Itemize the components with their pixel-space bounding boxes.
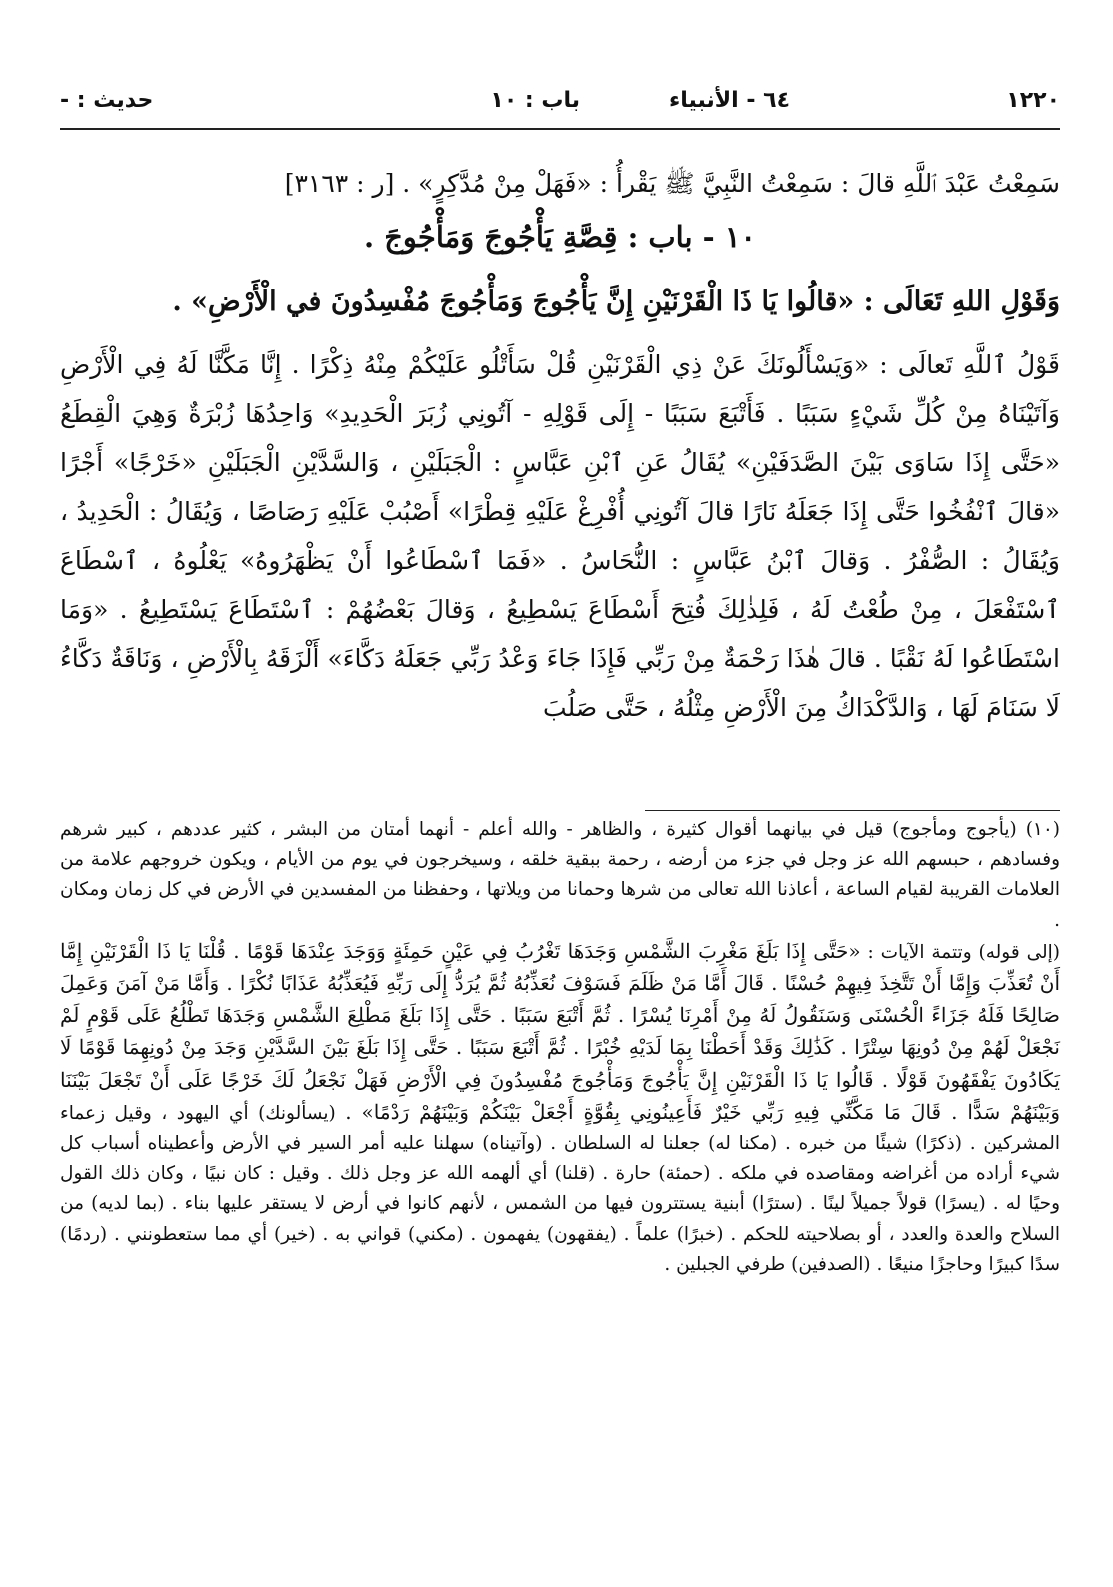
hadith-closing-line: سَمِعْتُ عَبْدَ ٱللَّهِ قالَ : سَمِعْتُ النَّبِيَّ ﷺ يَقْرأُ : «فَهَلْ مِنْ مُدَّكِرٍ» . [ر : ٣١٦٣] [284, 169, 1060, 198]
footnotes [60, 815, 1060, 1280]
footnote-rule [645, 810, 1060, 811]
verse-heading: وَقَوْلِ اللهِ تَعَالَى : «قالُوا يَا ذَا الْقَرْنَيْنِ إِنَّ يَأْجُوجَ وَمَأْجُوجَ مُفْسِدُونَ في الْأَرْضِ» . [172, 286, 1060, 317]
main-body-paragraph: قَوْلُ ٱللَّهِ تَعالَى : «وَيَسْأَلُونَكَ عَنْ ذِي الْقَرْنَيْنِ قُلْ سَأَتْلُو عَلَيْكُمْ مِنْهُ ذِكْرًا . إِنَّا مَكَّنَّا لَهُ فِي الْأَرْضِ وَآتَيْنَاهُ مِنْ كُلِّ شَيْءٍ سَبَبًا . فَأَتْبَعَ سَبَبًا - إِلَى قَوْلِهِ - آتُونِي زُبَرَ الْحَدِيدِ» وَاحِدُهَا زُبْرَةٌ وَهِيَ الْقِطَعُ «حَتَّى إِذَا سَاوَى بَيْنَ الصَّدَفَيْنِ» يُقَالُ عَنِ ٱبْنِ عَبَّاسٍ : الْجَبَلَيْنِ ، وَالسَّدَّيْنِ الْجَبَلَيْنِ «خَرْجًا» أَجْرًا «قالَ ٱنْفُخُوا حَتَّى إِذَا جَعَلَهُ نَارًا قالَ آتُونِي أُفْرِغْ عَلَيْهِ قِطْرًا» أَصْبُبْ عَلَيْهِ رَصَاصًا ، وَيُقَالُ : الْحَدِيدُ ، وَيُقَالُ : الصُّفْرُ . وَقالَ ٱبْنُ عَبَّاسٍ : النُّحَاسُ . «فَمَا ٱسْطَاعُوا أَنْ يَظْهَرُوهُ» يَعْلُوهُ ، ٱسْطَاعَ ٱسْتَفْعَلَ ، مِنْ طُعْتُ لَهُ ، فَلِذٰلِكَ فُتِحَ أَسْطَاعَ يَسْطِيعُ ، وَقالَ بَعْضُهُمْ : ٱسْتَطَاعَ يَسْتَطِيعُ . «وَمَا اسْتَطَاعُوا لَهُ نَقْبًا . قالَ هٰذَا رَحْمَةٌ مِنْ رَبِّي فَإِذَا جَاءَ وَعْدُ رَبِّي جَعَلَهُ دَكَّاءَ» أَلْزَقَهُ بِالْأَرْضِ ، وَنَاقَةٌ دَكَّاءُ لَا سَنَامَ لَهَا ، وَالدَّكْدَاكُ مِنَ الْأَرْضِ مِثْلُهُ ، حَتَّى صَلُبَ [60, 350, 1060, 722]
header-rule [60, 128, 1060, 130]
footnote-2-commentary: (يسألونك) أي اليهود ، وقيل زعماء المشركين . (ذكرًا) شيئًا من خبره . (مكنا له) جعلنا له السلطان . (وآتيناه) سهلنا عليه أمر السير في الأرض وأعطيناه أسباب كل شيء أراده من أغراضه ومقاصده في ملكه . (حمئة) حارة . (قلنا) أي ألهمه الله عز وجل ذلك . وقيل : كان نبيًا ، وكان ذلك القول وحيًا له . (يسرًا) قولاً جميلاً لينًا . (سترًا) أبنية يستترون فيها من الشمس ، لأنهم كانوا في أرض لا يستقر عليها بناء . (بما لديه) من السلاح والعدة والعدد ، أو بصلاحيته للحكم . (خبرًا) علماً . (يفقهون) يفهمون . (مكني) قواني به . (خير) أي مما ستعطونني . (ردمًا) سدًا كبيرًا وحاجزًا منيعًا . (الصدفين) طرفي الجبلين . [60, 1102, 1060, 1275]
main-body [60, 340, 1060, 732]
page-number: ١٢٢٠ [1006, 88, 1060, 113]
hadith-number: حديث : - [60, 88, 154, 113]
book-title: ٦٤ - الأنبياء [669, 88, 790, 113]
footnote-2-verses: «حَتَّى إِذَا بَلَغَ مَغْرِبَ الشَّمْسِ وَجَدَهَا تَغْرُبُ فِي عَيْنٍ حَمِئَةٍ وَوَجَدَ عِنْدَهَا قَوْمًا . قُلْنَا يَا ذَا الْقَرْنَيْنِ إِمَّا أَنْ تُعَذِّبَ وَإِمَّا أَنْ تَتَّخِذَ فِيهِمْ حُسْنًا . قَالَ أَمَّا مَنْ ظَلَمَ فَسَوْفَ نُعَذِّبُهُ ثُمَّ يُرَدُّ إِلَى رَبِّهِ فَيُعَذِّبُهُ عَذَابًا نُكْرًا . وَأَمَّا مَنْ آمَنَ وَعَمِلَ صَالِحًا فَلَهُ جَزَاءً الْحُسْنَى وَسَنَقُولُ لَهُ مِنْ أَمْرِنَا يُسْرًا . ثُمَّ أَتْبَعَ سَبَبًا . حَتَّى إِذَا بَلَغَ مَطْلِعَ الشَّمْسِ وَجَدَهَا تَطْلُعُ عَلَى قَوْمٍ لَمْ نَجْعَلْ لَهُمْ مِنْ دُونِهَا سِتْرًا . كَذَٰلِكَ وَقَدْ أَحَطْنَا بِمَا لَدَيْهِ خُبْرًا . ثُمَّ أَتْبَعَ سَبَبًا . حَتَّى إِذَا بَلَغَ بَيْنَ السَّدَّيْنِ وَجَدَ مِنْ دُونِهِمَا قَوْمًا لَا يَكَادُونَ يَفْقَهُونَ قَوْلًا . قَالُوا يَا ذَا الْقَرْنَيْنِ إِنَّ يَأْجُوجَ وَمَأْجُوجَ مُفْسِدُونَ فِي الْأَرْضِ فَهَلْ نَجْعَلُ لَكَ خَرْجًا عَلَى أَنْ تَجْعَلَ بَيْنَنَا وَبَيْنَهُمْ سَدًّا . قَالَ مَا مَكَّنِّي فِيهِ رَبِّي خَيْرٌ فَأَعِينُونِي بِقُوَّةٍ أَجْعَلْ بَيْنَكُمْ وَبَيْنَهُمْ رَدْمًا» . [60, 938, 1060, 1124]
page-header [60, 88, 1060, 122]
bab-number: باب : ١٠ [490, 88, 580, 113]
footnote-1: (١٠) (يأجوج ومأجوج) قيل في بيانهما أقوال كثيرة ، والظاهر - والله أعلم - أنهما أمتان من البشر ، كثير عددهم ، كبير شرهم وفسادهم ، حبسهم الله عز وجل في جزء من أرضه ، رحمة ببقية خلقه ، وسيخرجون في يوم من الأيام ، ويكون خروجهم علامة من العلامات القريبة لقيام الساعة ، أعاذنا الله تعالى من شرها وحمانا من ويلاتها ، وحفظنا من المفسدين في الأرض في كل زمان ومكان . [60, 819, 1060, 931]
footnote-2-intro: (إلى قوله) وتتمة الآيات : [867, 941, 1061, 963]
chapter-title: ١٠ - باب : قِصَّةِ يَأْجُوجَ وَمَأْجُوجَ . [364, 220, 756, 254]
footnote-2 [60, 936, 1060, 1280]
